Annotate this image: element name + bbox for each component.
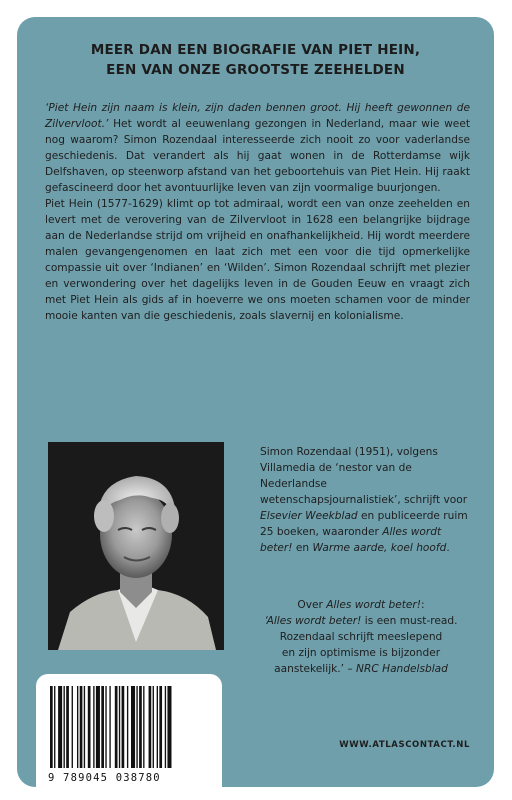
barcode-bar <box>58 686 62 768</box>
barcode-bar <box>66 686 69 768</box>
barcode-bar <box>153 686 154 768</box>
barcode-bar <box>88 686 91 768</box>
barcode-bar <box>54 686 55 768</box>
barcode-bar <box>50 686 53 768</box>
review-line-4-text: aanstekelijk.’ – <box>274 663 357 675</box>
barcode-bar <box>93 686 94 768</box>
bio-text-4: . <box>446 542 450 554</box>
blurb-paragraph-2: Piet Hein (1577-1629) klimt op tot admiraal, wordt een van onze zeehelden en levert met de verovering van de Zilvervloot in 1628 een belangrijke bijdrage aan de Nederlandse strijd om vrijheid en onafhankelijkheid. Hij wordt meerdere malen gevangengenomen en laat zich met een voor die tijd opmerkelijke compassie uit over ‘Indianen’ en ‘Wilden’. Simon Rozendaal schrijft met plezier en verwondering over het dagelijks leven in de Gouden Eeuw en vraagt zich met Piet Hein als gids af in hoeverre we ons moeten schamen voor de minder mooie kanten van die geschiedenis, zoals slavernij en kolonialisme. <box>45 198 470 322</box>
review-line-1-text: is een must-read. <box>361 615 458 627</box>
barcode-bar <box>96 686 100 768</box>
blurb-paragraph-1 <box>45 100 470 196</box>
bio-text-1: Simon Rozendaal (1951), volgens Villamedia de ‘nestor van de Nederlandse wetenschapsjournalistiek’, schrijft voor <box>260 446 468 506</box>
barcode-bar <box>131 686 135 768</box>
author-portrait-image <box>48 442 224 650</box>
isbn-number: 9 789045 038780 <box>48 772 161 784</box>
review-intro-text: Over <box>297 599 327 611</box>
bio-text-3: en <box>292 542 313 554</box>
review-intro <box>250 597 472 613</box>
barcode-bar <box>115 686 118 768</box>
review-quote <box>250 597 472 677</box>
headline-line-1: MEER DAN EEN BIOGRAFIE VAN PIET HEIN, <box>90 42 421 58</box>
barcode-bar <box>72 686 73 768</box>
barcode-bar <box>80 686 83 768</box>
folk-song-quote: ‘Piet Hein zijn naam is klein, zijn daden bennen groot. Hij heeft gewonnen de Zilvervloot.’ <box>45 102 470 130</box>
barcode-bar <box>157 686 158 768</box>
review-line-1 <box>250 613 472 629</box>
barcode-bar <box>77 686 78 768</box>
review-quoted-title: ‘Alles wordt beter! <box>264 615 362 627</box>
blurb <box>45 100 470 324</box>
barcode-bar <box>84 686 85 768</box>
headline-line-2: EEN VAN ONZE GROOTSTE ZEEHELDEN <box>106 62 405 78</box>
headline <box>17 40 494 80</box>
barcode-bar <box>139 686 142 768</box>
barcode-bar <box>167 686 171 768</box>
review-line-4 <box>250 661 472 677</box>
barcode-bar <box>149 686 152 768</box>
barcode-bar <box>127 686 128 768</box>
author-photo <box>48 442 224 650</box>
bio-book-title-2: Warme aarde, koel hoofd <box>312 542 447 554</box>
review-intro-colon: : <box>421 599 425 611</box>
barcode-bar <box>122 686 125 768</box>
barcode-bar <box>109 686 110 768</box>
barcode-bar <box>159 686 162 768</box>
barcode-bar <box>143 686 144 768</box>
review-line-3: en zijn optimisme is bijzonder <box>281 647 441 659</box>
review-line-2: Rozendaal schrijft meeslepend <box>279 631 443 643</box>
review-source: NRC Handelsblad <box>356 663 448 675</box>
publisher-url: WWW.ATLASCONTACT.NL <box>339 740 470 750</box>
blurb-paragraph-1-text: Het wordt al eeuwenlang gezongen in Nederland, maar wie weet nog waarom? Simon Rozendaal interesseerde zich nooit zo voor vaderlandse geschiedenis. Dat verandert als hij gaat wonen in de Rotterdamse wijk Delfshaven, op steenworp afstand van het geboortehuis van Piet Hein. Hij raakt gefascineerd door het avontuurlijke leven van zijn voormalige buurjongen. <box>45 118 470 194</box>
bio-book-title-1: Alles wordt beter! <box>260 526 442 554</box>
barcode-bar <box>119 686 120 768</box>
bio-text-2: en publiceerde ruim 25 boeken, waaronder <box>260 510 468 538</box>
bio-publication: Elsevier Weekblad <box>260 510 358 522</box>
review-intro-title: Alles wordt beter! <box>326 599 422 611</box>
barcode-bar <box>101 686 104 768</box>
barcode-bar <box>105 686 106 768</box>
barcode-bar <box>165 686 166 768</box>
author-bio <box>260 444 470 556</box>
barcode-bar <box>64 686 65 768</box>
barcode-bar <box>136 686 137 768</box>
